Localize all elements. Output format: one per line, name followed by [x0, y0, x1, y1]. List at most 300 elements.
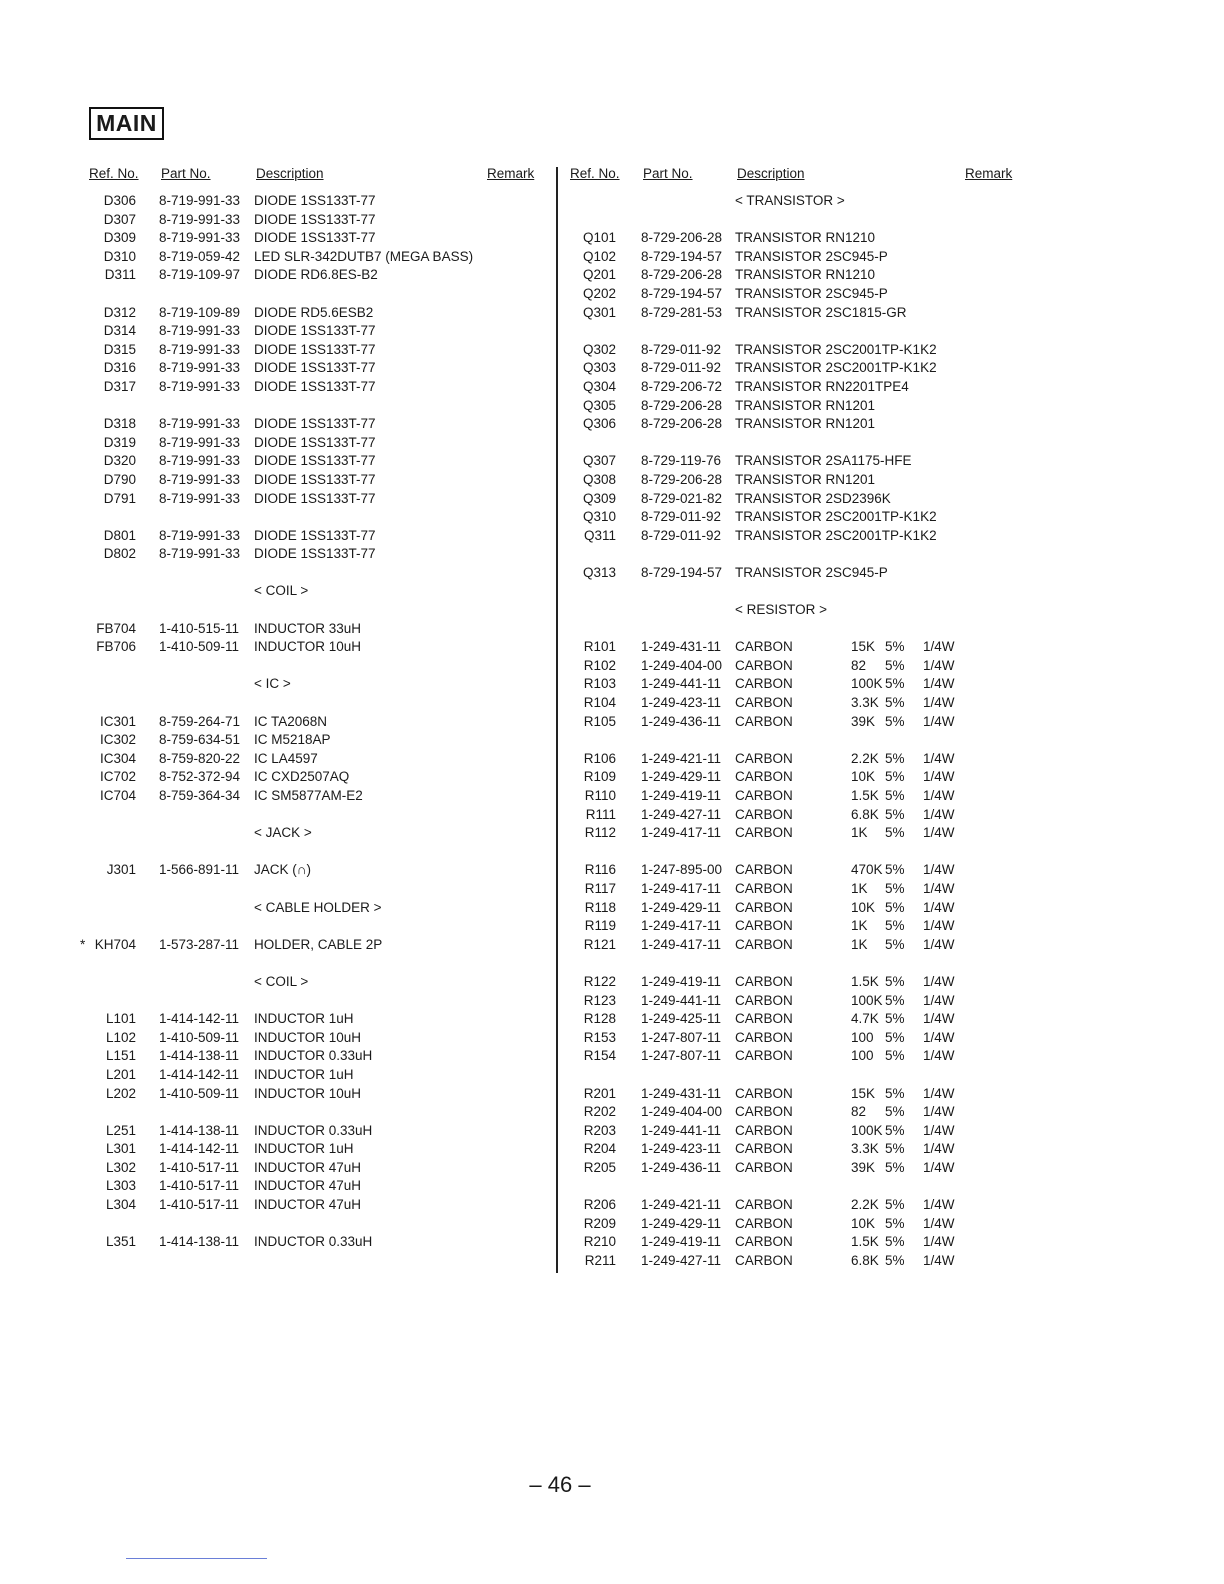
- part-val: 1K: [851, 936, 868, 952]
- part-watt: 1/4W: [923, 992, 955, 1008]
- part-ref: IC704: [99, 788, 136, 803]
- part-tol: 5%: [885, 788, 905, 803]
- part-ref: FB706: [96, 639, 136, 655]
- part-val: 39K: [851, 1159, 876, 1175]
- part-ref: D310: [103, 248, 136, 264]
- part-part: 8-759-820-22: [159, 750, 241, 766]
- part-desc: TRANSISTOR 2SC945-P: [735, 564, 888, 580]
- part-desc: INDUCTOR 33uH: [254, 620, 362, 636]
- part-ref: L351: [105, 1234, 136, 1250]
- part-ref: Q101: [582, 230, 616, 246]
- part-desc: TRANSISTOR RN2201TPE4: [735, 378, 909, 394]
- part-ref: D790: [103, 471, 136, 487]
- part-ref: Q304: [582, 378, 616, 394]
- part-desc: CARBON: [735, 1215, 793, 1231]
- part-ref: D801: [103, 527, 136, 543]
- part-desc: DIODE 1SS133T-77: [254, 546, 376, 562]
- category-label: < TRANSISTOR >: [735, 193, 845, 208]
- part-watt: 1/4W: [923, 695, 955, 711]
- part-part: 8-719-991-33: [159, 211, 241, 227]
- part-ref: R211: [584, 1252, 616, 1268]
- page-number: – 46 –: [529, 1472, 591, 1497]
- part-desc: IC LA4597: [254, 750, 318, 766]
- part-ref: Q307: [582, 453, 616, 469]
- part-watt: 1/4W: [923, 880, 955, 896]
- part-part: 8-719-991-33: [159, 341, 241, 357]
- part-ref: R116: [584, 862, 616, 878]
- part-part: 8-729-194-57: [641, 564, 723, 580]
- part-val: 1.5K: [851, 1234, 879, 1250]
- part-tol: 5%: [885, 992, 905, 1008]
- part-ref: Q308: [582, 471, 616, 487]
- part-part: 1-414-142-11: [159, 1066, 240, 1082]
- part-ref: IC301: [99, 713, 136, 729]
- part-desc: TRANSISTOR RN1201: [735, 471, 876, 487]
- part-part: 8-729-011-92: [641, 341, 722, 357]
- part-part: 8-729-206-28: [641, 267, 723, 283]
- part-desc: INDUCTOR 0.33uH: [254, 1122, 373, 1138]
- part-part: 1-249-431-11: [641, 1085, 722, 1101]
- part-part: 8-719-991-33: [159, 527, 241, 543]
- part-desc: CARBON: [735, 1048, 793, 1064]
- part-ref: Q313: [582, 564, 616, 580]
- part-part: 1-410-509-11: [159, 639, 240, 655]
- part-ref: R202: [583, 1104, 616, 1120]
- part-part: 1-249-417-11: [641, 936, 722, 952]
- part-val: 82: [851, 1104, 867, 1120]
- part-part: 8-719-991-33: [159, 434, 241, 450]
- part-ref: D316: [103, 360, 136, 376]
- part-val: 10K: [851, 769, 876, 785]
- part-ref: Q303: [582, 360, 616, 376]
- part-part: 1-410-509-11: [159, 1085, 240, 1101]
- part-part: 8-719-991-33: [159, 453, 241, 469]
- part-part: 1-249-427-11: [641, 1252, 722, 1268]
- part-ref: R128: [583, 1011, 616, 1027]
- part-part: 8-719-991-33: [159, 416, 241, 432]
- part-part: 1-249-436-11: [641, 1159, 722, 1175]
- part-desc: CARBON: [735, 750, 793, 766]
- part-ref: Q311: [583, 527, 616, 543]
- part-ref: IC302: [99, 732, 136, 748]
- part-val: 1K: [851, 918, 868, 934]
- part-watt: 1/4W: [923, 1122, 955, 1138]
- part-part: 1-249-423-11: [641, 695, 722, 711]
- part-part: 8-719-991-33: [159, 230, 241, 246]
- part-desc: INDUCTOR 1uH: [254, 1141, 354, 1157]
- part-ref: D309: [103, 230, 136, 246]
- part-desc: DIODE 1SS133T-77: [254, 416, 376, 432]
- part-tol: 5%: [885, 936, 905, 952]
- part-ref: L304: [105, 1197, 136, 1213]
- part-val: 6.8K: [851, 1252, 879, 1268]
- part-desc: INDUCTOR 10uH: [254, 639, 362, 655]
- part-part: 8-719-991-33: [159, 323, 241, 339]
- part-part: 1-410-509-11: [159, 1029, 240, 1045]
- part-watt: 1/4W: [923, 713, 955, 729]
- part-part: 1-247-807-11: [641, 1029, 722, 1045]
- part-part: 8-729-206-28: [641, 471, 723, 487]
- part-ref: D315: [103, 341, 136, 357]
- part-val: 6.8K: [851, 806, 879, 822]
- part-desc: CARBON: [735, 899, 793, 915]
- part-desc: INDUCTOR 10uH: [254, 1029, 362, 1045]
- part-ref: R121: [583, 936, 616, 952]
- part-tol: 5%: [885, 713, 905, 729]
- part-desc: CARBON: [735, 1029, 793, 1045]
- part-desc: TRANSISTOR 2SC2001TP-K1K2: [735, 341, 937, 357]
- part-part: 8-759-364-34: [159, 788, 241, 803]
- part-ref: D307: [103, 211, 136, 227]
- part-desc: DIODE 1SS133T-77: [254, 193, 376, 208]
- part-ref: L202: [105, 1085, 136, 1101]
- part-watt: 1/4W: [923, 639, 955, 655]
- part-part: 1-249-417-11: [641, 880, 722, 896]
- category-label: < COIL >: [254, 973, 309, 989]
- part-watt: 1/4W: [923, 899, 955, 915]
- part-desc: HOLDER, CABLE 2P: [254, 936, 383, 952]
- part-ref: D320: [103, 453, 136, 469]
- part-ref: KH704: [94, 936, 136, 952]
- part-tol: 5%: [885, 750, 905, 766]
- part-desc: CARBON: [735, 1085, 793, 1101]
- part-tol: 5%: [885, 1048, 905, 1064]
- part-part: 1-410-517-11: [159, 1178, 240, 1194]
- part-tol: 5%: [885, 1234, 905, 1250]
- part-part: 8-729-021-82: [641, 490, 723, 506]
- part-ref: IC304: [99, 750, 136, 766]
- part-watt: 1/4W: [923, 1215, 955, 1231]
- part-part: 1-573-287-11: [159, 936, 240, 952]
- part-tol: 5%: [885, 1085, 905, 1101]
- part-val: 100: [851, 1048, 874, 1064]
- part-tol: 5%: [885, 1104, 905, 1120]
- part-part: 1-414-142-11: [159, 1141, 240, 1157]
- part-part: 1-249-431-11: [641, 639, 722, 655]
- part-part: 1-247-807-11: [641, 1048, 722, 1064]
- part-part: 8-719-991-33: [159, 546, 241, 562]
- part-ref: L301: [105, 1141, 136, 1157]
- part-tol: 5%: [885, 1141, 905, 1157]
- part-part: 1-249-423-11: [641, 1141, 722, 1157]
- part-desc: CARBON: [735, 880, 793, 896]
- part-ref: IC702: [99, 769, 136, 785]
- part-desc: TRANSISTOR 2SD2396K: [735, 490, 891, 506]
- safety-mark: *: [80, 936, 86, 952]
- part-part: 8-729-011-92: [641, 509, 722, 525]
- part-val: 1.5K: [851, 973, 879, 989]
- part-ref: L201: [105, 1066, 136, 1082]
- part-ref: L102: [105, 1029, 136, 1045]
- part-val: 82: [851, 657, 867, 673]
- part-val: 3.3K: [851, 1141, 879, 1157]
- part-part: 8-719-109-97: [159, 267, 241, 283]
- category-label: < CABLE HOLDER >: [254, 899, 382, 915]
- header-part-left: Part No.: [161, 166, 211, 181]
- part-part: 1-249-429-11: [641, 1215, 722, 1231]
- part-ref: R117: [584, 880, 616, 896]
- part-watt: 1/4W: [923, 1011, 955, 1027]
- part-watt: 1/4W: [923, 769, 955, 785]
- part-watt: 1/4W: [923, 1085, 955, 1101]
- part-ref: R209: [583, 1215, 616, 1231]
- part-desc: DIODE 1SS133T-77: [254, 490, 376, 506]
- part-desc: INDUCTOR 47uH: [254, 1159, 362, 1175]
- part-val: 2.2K: [851, 750, 879, 766]
- part-ref: L303: [105, 1178, 136, 1194]
- part-val: 15K: [851, 639, 876, 655]
- part-part: 1-249-441-11: [641, 1122, 722, 1138]
- part-tol: 5%: [885, 1159, 905, 1175]
- part-desc: IC SM5877AM-E2: [254, 788, 363, 803]
- part-watt: 1/4W: [923, 788, 955, 803]
- part-ref: R204: [583, 1141, 616, 1157]
- part-ref: Q302: [582, 341, 616, 357]
- part-desc: DIODE RD5.6ESB2: [254, 304, 374, 320]
- part-tol: 5%: [885, 639, 905, 655]
- part-tol: 5%: [885, 1215, 905, 1231]
- part-desc: CARBON: [735, 657, 793, 673]
- part-val: 10K: [851, 1215, 876, 1231]
- part-desc: DIODE 1SS133T-77: [254, 360, 376, 376]
- part-desc: CARBON: [735, 639, 793, 655]
- part-part: 8-759-264-71: [159, 713, 241, 729]
- part-part: 8-729-206-28: [641, 397, 723, 413]
- part-watt: 1/4W: [923, 936, 955, 952]
- part-desc: CARBON: [735, 695, 793, 711]
- part-desc: CARBON: [735, 918, 793, 934]
- part-ref: D791: [103, 490, 136, 506]
- part-ref: R110: [584, 788, 616, 803]
- part-desc: DIODE 1SS133T-77: [254, 434, 376, 450]
- part-watt: 1/4W: [923, 750, 955, 766]
- header-desc-left: Description: [256, 166, 324, 181]
- part-part: 8-729-206-28: [641, 416, 723, 432]
- part-desc: TRANSISTOR 2SA1175-HFE: [735, 453, 912, 469]
- part-tol: 5%: [885, 825, 905, 841]
- part-tol: 5%: [885, 769, 905, 785]
- part-tol: 5%: [885, 899, 905, 915]
- header-ref-right: Ref. No.: [570, 166, 620, 181]
- header-remark-right: Remark: [965, 166, 1013, 181]
- part-val: 3.3K: [851, 695, 879, 711]
- part-ref: D314: [103, 323, 136, 339]
- part-part: 1-410-517-11: [159, 1159, 240, 1175]
- part-part: 8-719-991-33: [159, 360, 241, 376]
- part-ref: Q305: [582, 397, 616, 413]
- part-val: 100K: [851, 676, 883, 692]
- part-ref: D306: [103, 193, 136, 208]
- part-part: 1-249-436-11: [641, 713, 722, 729]
- part-part: 8-729-011-92: [641, 527, 722, 543]
- part-part: 8-719-991-33: [159, 378, 241, 394]
- part-desc: TRANSISTOR 2SC945-P: [735, 248, 888, 264]
- part-desc: CARBON: [735, 1122, 793, 1138]
- part-part: 8-729-206-72: [641, 378, 723, 394]
- part-desc: LED SLR-342DUTB7 (MEGA BASS): [254, 248, 474, 264]
- part-part: 1-410-515-11: [159, 620, 240, 636]
- part-part: 1-249-404-00: [641, 1104, 723, 1120]
- part-ref: Q301: [582, 304, 616, 320]
- part-tol: 5%: [885, 657, 905, 673]
- part-tol: 5%: [885, 1252, 905, 1268]
- part-part: 1-249-419-11: [641, 1234, 722, 1250]
- part-val: 470K: [851, 862, 883, 878]
- part-ref: D317: [103, 378, 136, 394]
- part-desc: DIODE 1SS133T-77: [254, 527, 376, 543]
- part-watt: 1/4W: [923, 1141, 955, 1157]
- part-ref: Q309: [582, 490, 616, 506]
- part-desc: TRANSISTOR 2SC1815-GR: [735, 304, 907, 320]
- part-tol: 5%: [885, 1029, 905, 1045]
- part-ref: Q310: [582, 509, 616, 525]
- part-ref: R106: [583, 750, 616, 766]
- part-desc: TRANSISTOR RN1201: [735, 416, 876, 432]
- part-val: 10K: [851, 899, 876, 915]
- part-part: 1-249-441-11: [641, 676, 722, 692]
- part-ref: R210: [583, 1234, 616, 1250]
- part-part: 1-249-427-11: [641, 806, 722, 822]
- part-part: 1-414-138-11: [159, 1122, 240, 1138]
- part-watt: 1/4W: [923, 1104, 955, 1120]
- part-ref: R112: [584, 825, 616, 841]
- part-desc: CARBON: [735, 1252, 793, 1268]
- part-part: 8-752-372-94: [159, 769, 241, 785]
- part-watt: 1/4W: [923, 1029, 955, 1045]
- part-desc: DIODE 1SS133T-77: [254, 211, 376, 227]
- header-part-right: Part No.: [643, 166, 693, 181]
- part-tol: 5%: [885, 806, 905, 822]
- part-desc: DIODE 1SS133T-77: [254, 378, 376, 394]
- part-part: 8-729-194-57: [641, 285, 723, 301]
- part-desc: CARBON: [735, 713, 793, 729]
- part-desc: CARBON: [735, 992, 793, 1008]
- part-desc: DIODE 1SS133T-77: [254, 471, 376, 487]
- part-tol: 5%: [885, 973, 905, 989]
- part-ref: R104: [583, 695, 616, 711]
- part-watt: 1/4W: [923, 1048, 955, 1064]
- part-desc: CARBON: [735, 1159, 793, 1175]
- part-tol: 5%: [885, 1197, 905, 1213]
- part-tol: 5%: [885, 880, 905, 896]
- part-part: 1-249-421-11: [641, 1197, 722, 1213]
- part-val: 100: [851, 1029, 874, 1045]
- part-ref: D312: [103, 304, 136, 320]
- part-ref: Q102: [582, 248, 616, 264]
- part-part: 1-249-419-11: [641, 973, 722, 989]
- section-title: MAIN: [89, 107, 164, 140]
- part-tol: 5%: [885, 1011, 905, 1027]
- part-watt: 1/4W: [923, 1234, 955, 1250]
- part-watt: 1/4W: [923, 918, 955, 934]
- part-watt: 1/4W: [923, 657, 955, 673]
- part-tol: 5%: [885, 676, 905, 692]
- part-ref: L251: [105, 1122, 136, 1138]
- part-desc: CARBON: [735, 676, 793, 692]
- part-ref: R105: [583, 713, 616, 729]
- part-desc: INDUCTOR 1uH: [254, 1011, 354, 1027]
- part-tol: 5%: [885, 862, 905, 878]
- part-desc: IC TA2068N: [254, 713, 328, 729]
- part-desc: INDUCTOR 0.33uH: [254, 1234, 373, 1250]
- part-desc: CARBON: [735, 806, 793, 822]
- part-desc: CARBON: [735, 1197, 793, 1213]
- part-val: 1K: [851, 880, 868, 896]
- part-ref: R153: [583, 1029, 616, 1045]
- part-part: 8-729-119-76: [641, 453, 722, 469]
- part-val: 15K: [851, 1085, 876, 1101]
- part-val: 1K: [851, 825, 868, 841]
- part-desc: DIODE 1SS133T-77: [254, 453, 376, 469]
- part-desc: CARBON: [735, 1234, 793, 1250]
- part-ref: D318: [103, 416, 136, 432]
- header-remark-left: Remark: [487, 166, 535, 181]
- part-desc: TRANSISTOR RN1210: [735, 230, 876, 246]
- part-ref: FB704: [96, 620, 136, 636]
- part-desc: CARBON: [735, 936, 793, 952]
- part-part: 1-414-138-11: [159, 1048, 240, 1064]
- part-ref: R118: [584, 899, 616, 915]
- part-desc: CARBON: [735, 862, 793, 878]
- part-ref: L151: [105, 1048, 136, 1064]
- part-part: 1-249-429-11: [641, 769, 722, 785]
- part-desc: TRANSISTOR 2SC2001TP-K1K2: [735, 360, 937, 376]
- part-desc: CARBON: [735, 1011, 793, 1027]
- part-part: 8-719-059-42: [159, 248, 241, 264]
- part-desc: TRANSISTOR RN1210: [735, 267, 876, 283]
- part-desc: CARBON: [735, 973, 793, 989]
- part-ref: R205: [583, 1159, 616, 1175]
- part-desc: DIODE RD6.8ES-B2: [254, 267, 378, 283]
- part-ref: D319: [103, 434, 136, 450]
- part-part: 1-249-425-11: [641, 1011, 722, 1027]
- part-desc: INDUCTOR 1uH: [254, 1066, 354, 1082]
- part-ref: R109: [583, 769, 616, 785]
- part-part: 1-414-142-11: [159, 1011, 240, 1027]
- part-part: 1-249-419-11: [641, 788, 722, 803]
- part-ref: R102: [583, 657, 616, 673]
- part-part: 1-566-891-11: [159, 862, 240, 878]
- part-part: 8-729-281-53: [641, 304, 723, 320]
- part-part: 1-414-138-11: [159, 1234, 240, 1250]
- part-ref: R201: [583, 1085, 616, 1101]
- part-tol: 5%: [885, 918, 905, 934]
- part-part: 1-249-421-11: [641, 750, 722, 766]
- part-val: 1.5K: [851, 788, 879, 803]
- part-ref: R123: [583, 992, 616, 1008]
- part-desc: TRANSISTOR 2SC945-P: [735, 285, 888, 301]
- category-label: < IC >: [254, 676, 291, 692]
- part-ref: R122: [583, 973, 616, 989]
- part-part: 8-719-991-33: [159, 490, 241, 506]
- part-desc: CARBON: [735, 788, 793, 803]
- part-part: 1-249-404-00: [641, 657, 723, 673]
- part-part: 1-249-441-11: [641, 992, 722, 1008]
- part-watt: 1/4W: [923, 1197, 955, 1213]
- part-part: 1-249-417-11: [641, 918, 722, 934]
- part-ref: Q306: [582, 416, 616, 432]
- part-tol: 5%: [885, 695, 905, 711]
- part-val: 100K: [851, 992, 883, 1008]
- part-ref: Q201: [582, 267, 616, 283]
- header-desc-right: Description: [737, 166, 805, 181]
- column-divider: [556, 167, 558, 1273]
- part-part: 8-719-991-33: [159, 471, 241, 487]
- part-desc: DIODE 1SS133T-77: [254, 323, 376, 339]
- part-watt: 1/4W: [923, 862, 955, 878]
- footer-rule: [126, 1558, 267, 1559]
- part-desc: TRANSISTOR 2SC2001TP-K1K2: [735, 509, 937, 525]
